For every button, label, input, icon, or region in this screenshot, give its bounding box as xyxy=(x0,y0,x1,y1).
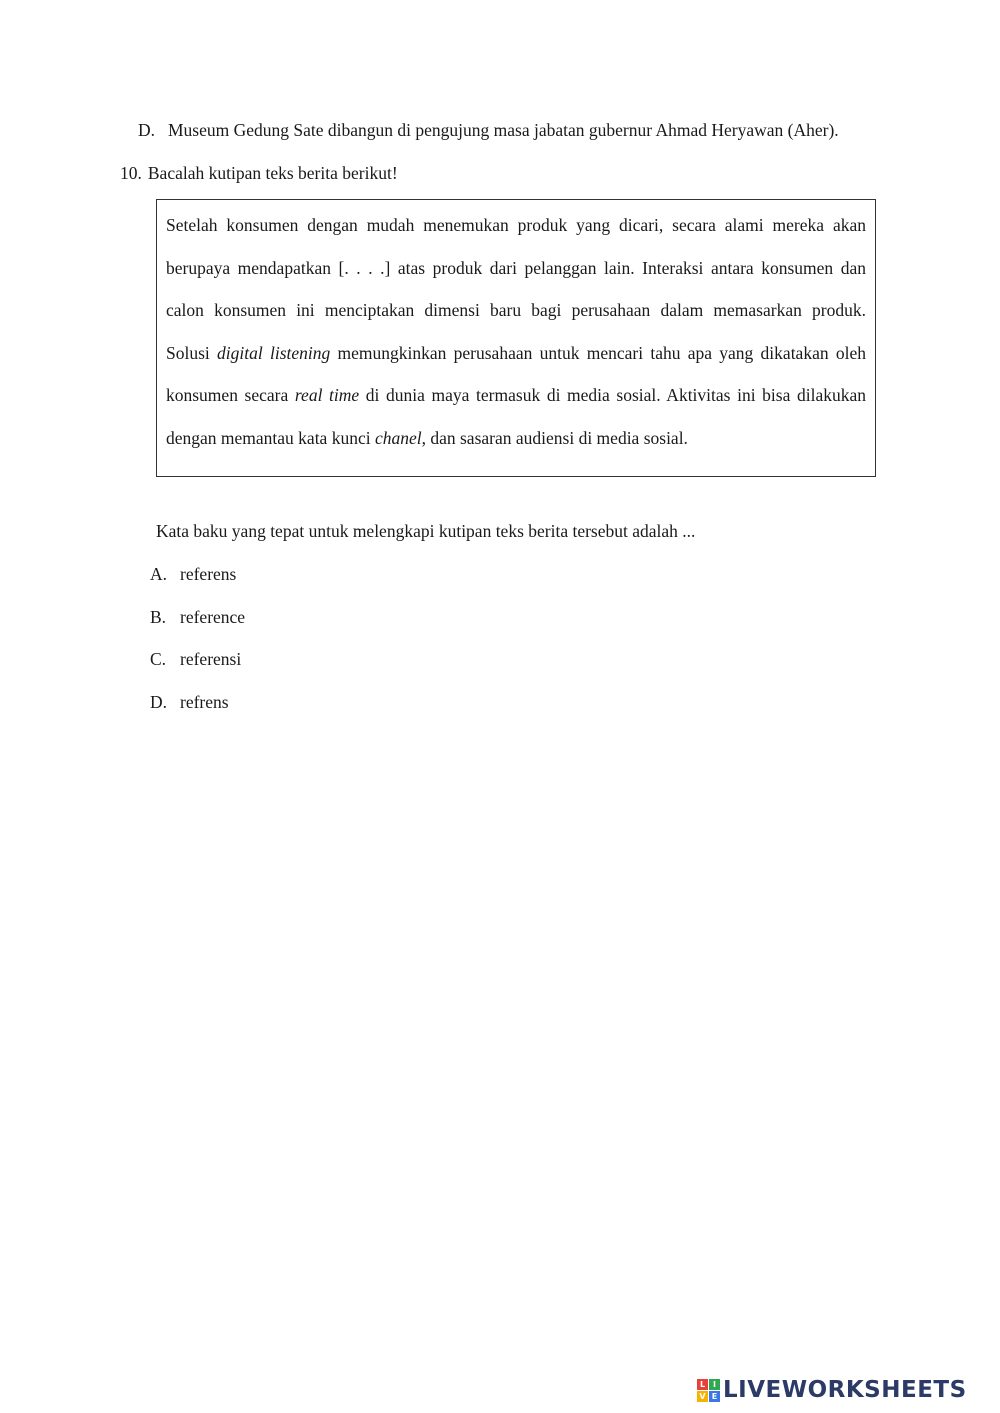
option-letter: D. xyxy=(150,692,168,712)
logo-tile: L xyxy=(697,1379,708,1390)
question-heading xyxy=(120,163,398,184)
passage-line xyxy=(166,332,866,375)
passage-text: berupaya mendapatkan [. . . .] atas produk dari pelanggan lain. Interaksi antara konsumen dan xyxy=(166,257,866,278)
option-text: Museum Gedung Sate dibangun di pengujung masa jabatan gubernur Ahmad Heryawan (Aher). xyxy=(168,120,839,140)
question-number: 10. xyxy=(120,163,142,183)
option-text: referens xyxy=(180,564,237,584)
option-letter: B. xyxy=(150,607,167,627)
logo-tile: E xyxy=(709,1391,720,1402)
option-b[interactable] xyxy=(150,607,245,628)
option-letter: C. xyxy=(150,649,167,669)
option-text: referensi xyxy=(180,649,242,669)
passage-line xyxy=(166,247,866,290)
passage-text: konsumen secara xyxy=(166,385,295,405)
brand-text: LIVEWORKSHEETS xyxy=(723,1377,967,1403)
option-text: reference xyxy=(180,607,246,627)
liveworksheets-brand xyxy=(697,1377,967,1403)
passage-italic-term: digital listening xyxy=(217,342,331,363)
passage-text: , dan sasaran audiensi di media sosial. xyxy=(421,427,688,448)
passage-text: dengan memantau kata kunci xyxy=(166,427,375,448)
question-instruction: Bacalah kutipan teks berita berikut! xyxy=(147,163,398,183)
passage-line xyxy=(166,289,866,332)
liveworksheets-logo-icon xyxy=(697,1379,720,1402)
passage-line xyxy=(166,417,866,460)
question-stem: Kata baku yang tepat untuk melengkapi kutipan teks berita tersebut adalah ... xyxy=(156,521,696,541)
passage-text: memungkinkan perusahaan untuk mencari tahu apa yang dikatakan oleh xyxy=(330,342,866,363)
logo-tile: I xyxy=(709,1379,720,1390)
passage-italic-term: chanel xyxy=(374,427,422,448)
option-c[interactable] xyxy=(150,649,241,670)
passage-text: Setelah konsumen dengan mudah menemukan produk yang dicari, secara alami mereka akan xyxy=(166,215,866,235)
logo-tile: V xyxy=(697,1391,708,1402)
news-passage-box xyxy=(156,199,876,477)
option-a[interactable] xyxy=(150,564,236,585)
passage-italic-term: real time xyxy=(294,385,360,405)
passage-text: Solusi xyxy=(166,342,218,363)
option-letter: A. xyxy=(150,564,168,584)
passage-line xyxy=(166,374,866,417)
option-d[interactable] xyxy=(150,692,229,713)
previous-option-d xyxy=(138,120,839,141)
passage-text: di dunia maya termasuk di media sosial. Aktivitas ini bisa dilakukan xyxy=(359,385,867,405)
passage-text: calon konsumen ini menciptakan dimensi baru bagi perusahaan dalam memasarkan produk. xyxy=(166,300,866,320)
option-text: refrens xyxy=(180,692,229,712)
passage-line xyxy=(166,204,866,247)
option-letter: D. xyxy=(138,120,156,140)
